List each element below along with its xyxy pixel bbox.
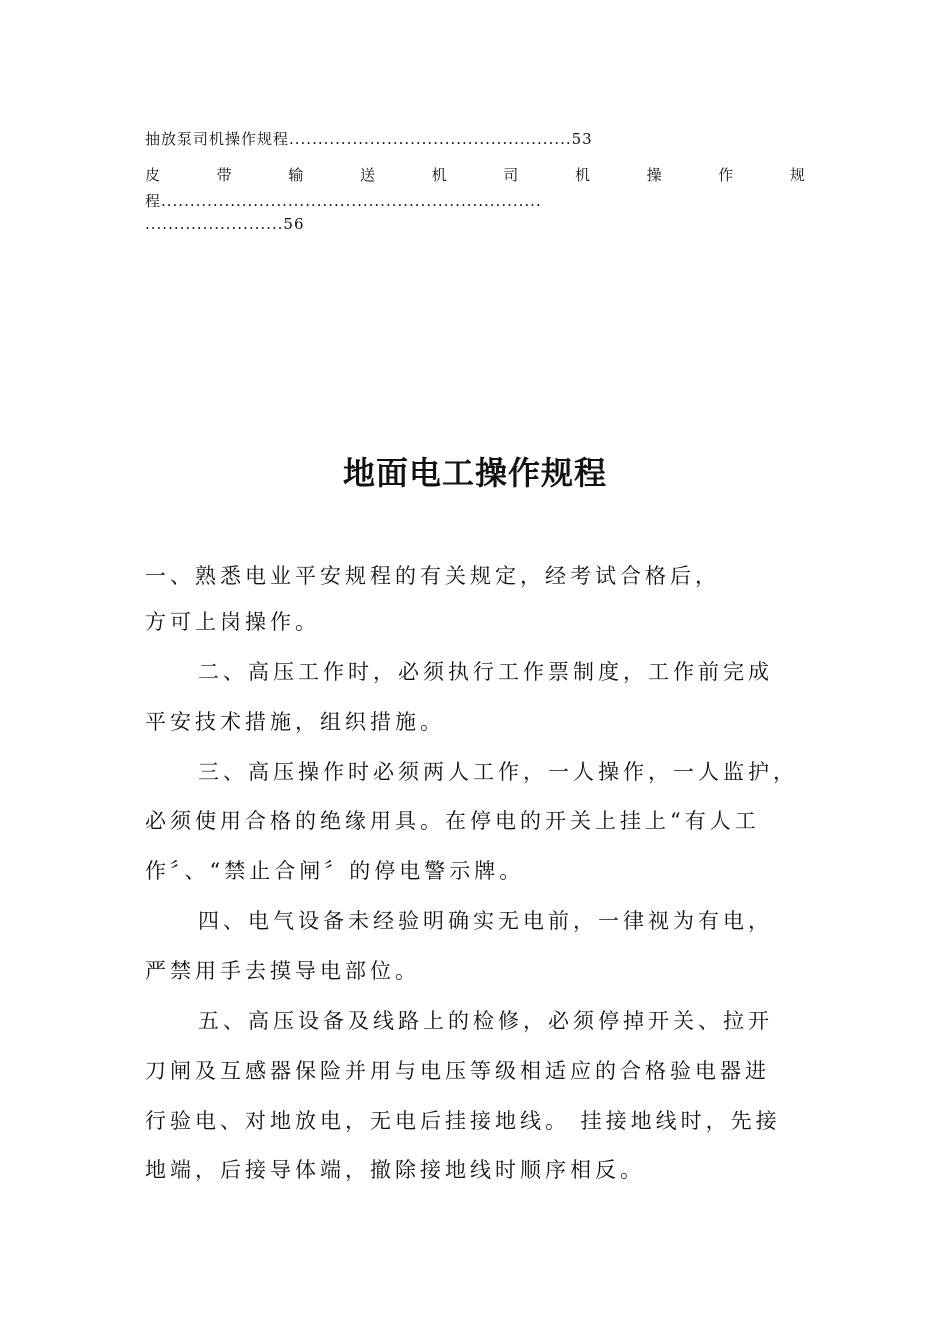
toc-char: 规 [789, 166, 805, 184]
paragraph-line: 地端，后接导体端，撤除接地线时顺序相反。 [145, 1158, 645, 1182]
paragraph-line: 一、熟悉电业平安规程的有关规定，经考试合格后， [145, 564, 720, 588]
paragraph-line: 平安技术措施，组织措施。 [145, 710, 445, 734]
toc-entry-belt-conveyor-cont: 程.................................................................. [145, 192, 542, 210]
paragraph-line: 作〞、“禁止合闸〞的停电警示牌。 [145, 859, 525, 883]
toc-char: 皮 [145, 166, 161, 184]
paragraph-line: 四、电气设备未经验明确实无电前，一律视为有电， [198, 909, 773, 933]
paragraph-line: 二、高压工作时，必须执行工作票制度，工作前完成 [198, 660, 773, 684]
paragraph-line: 五、高压设备及线路上的检修，必须停掉开关、拉开 [198, 1009, 773, 1033]
paragraph-line: 方可上岗操作。 [145, 610, 320, 634]
toc-char: 送 [359, 166, 375, 184]
toc-entry-belt-conveyor [145, 164, 805, 185]
toc-entry-belt-conveyor-page: ........................56 [145, 215, 305, 233]
toc-char: 机 [574, 166, 590, 184]
paragraph-line: 必须使用合格的绝缘用具。在停电的开关上挂上“有人工 [145, 809, 760, 833]
toc-char: 作 [718, 166, 734, 184]
paragraph-line: 刀闸及互感器保险并用与电压等级相适应的合格验电器进 [145, 1059, 770, 1083]
paragraph-line: 行验电、对地放电，无电后挂接地线。 挂接地线时，先接 [145, 1109, 781, 1133]
toc-char: 带 [216, 166, 232, 184]
toc-char: 机 [431, 166, 447, 184]
toc-char: 输 [288, 166, 304, 184]
toc-char: 司 [503, 166, 519, 184]
page-title: 地面电工操作规程 [342, 454, 607, 492]
toc-char: 操 [646, 166, 662, 184]
paragraph-line: 三、高压操作时必须两人工作，一人操作，一人监护， [198, 760, 798, 784]
paragraph-line: 严禁用手去摸导电部位。 [145, 959, 420, 983]
toc-entry-pump-driver: 抽放泵司机操作规程.................................................53 [145, 130, 593, 148]
